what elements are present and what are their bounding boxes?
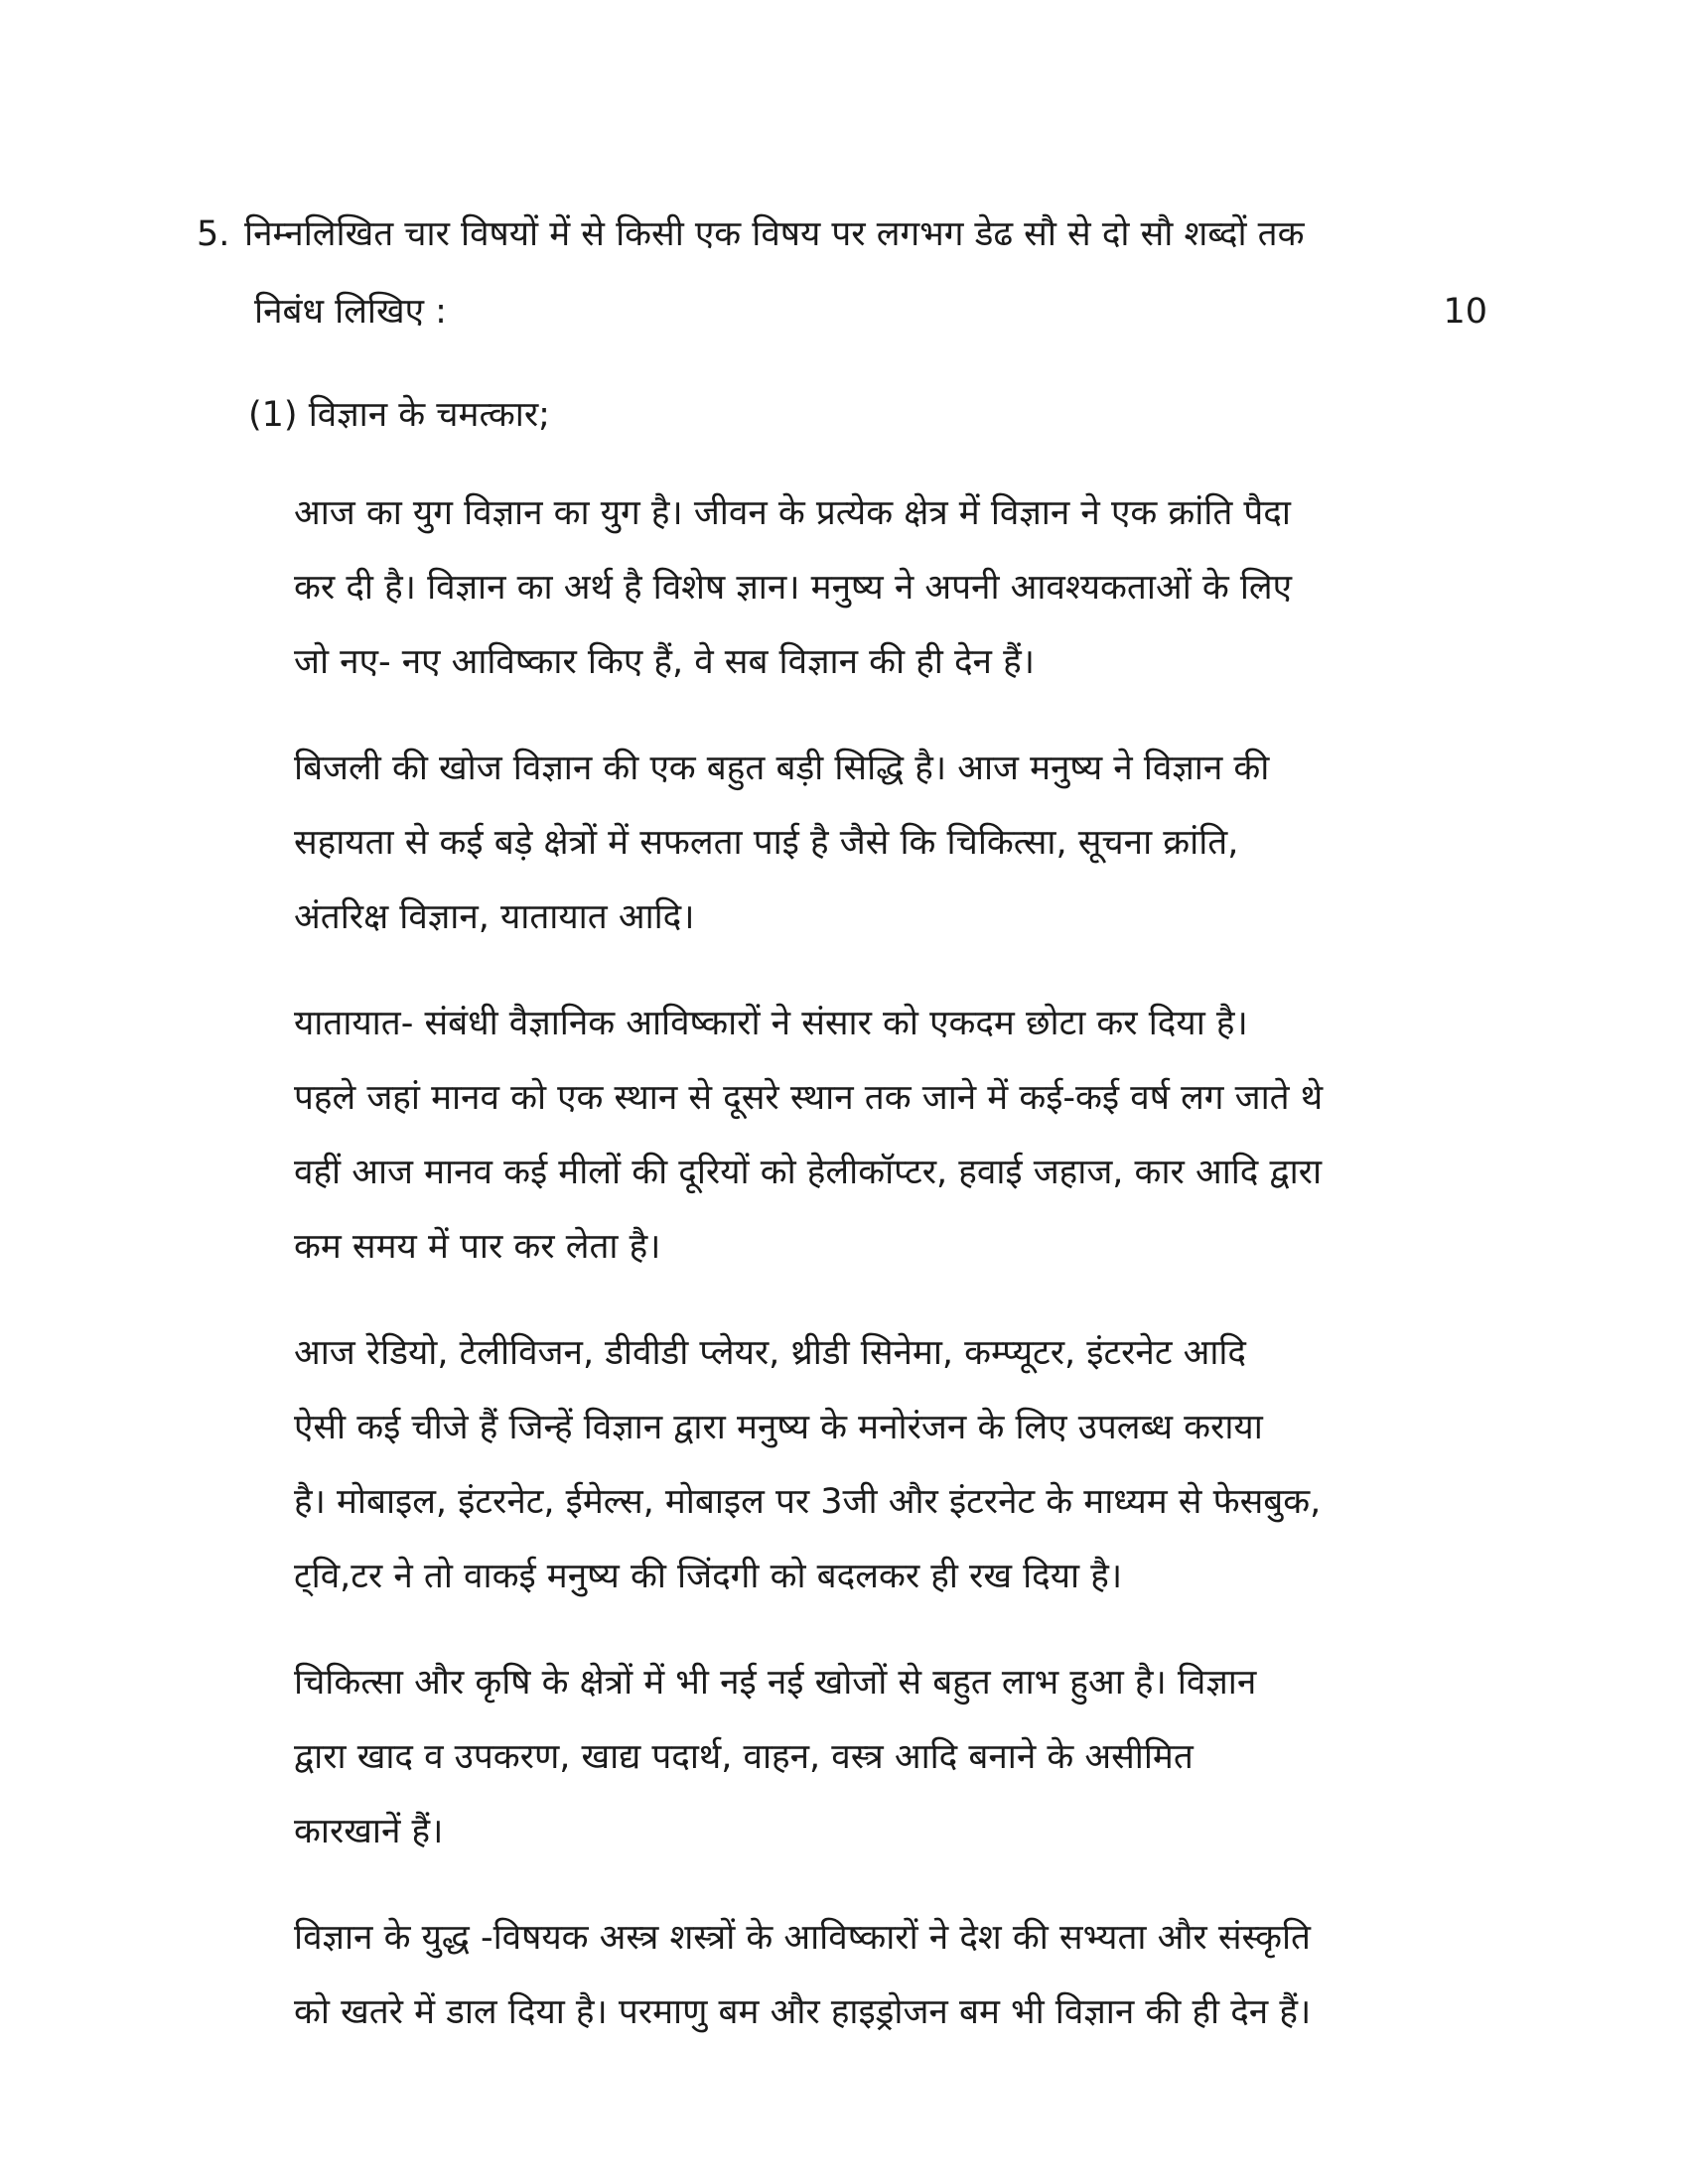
paragraph-line: द्वारा खाद व उपकरण, खाद्य पदार्थ, वाहन, वस्त्र आदि बनाने के असीमित xyxy=(294,1737,1194,1777)
topic-heading: (1) विज्ञान के चमत्कार; xyxy=(248,395,550,435)
paragraph-line: को खतरे में डाल दिया है। परमाणु बम और हाइड्रोजन बम भी विज्ञान की ही देन हैं। xyxy=(294,1992,1312,2032)
paragraph xyxy=(294,1316,1495,1614)
paragraph-line: विज्ञान के युद्ध -विषयक अस्त्र शस्त्रों के आविष्कारों ने देश की सभ्यता और संस्कृति xyxy=(294,1918,1312,1958)
paragraph-line: जो नए- नए आविष्कार किए हैं, वे सब विज्ञान की ही देन हैं। xyxy=(294,642,1035,682)
paragraph-line: अंतरिक्ष विज्ञान, यातायात आदि। xyxy=(294,897,695,937)
paragraph xyxy=(294,477,1495,700)
paragraph-line: वहीं आज मानव कई मीलों की दूरियों को हेलीकॉप्टर, हवाई जहाज, कार आदि द्वारा xyxy=(294,1153,1323,1192)
paragraph-line: यातायात- संबंधी वैज्ञानिक आविष्कारों ने संसार को एकदम छोटा कर दिया है। xyxy=(294,1004,1248,1043)
paragraph-line: कर दी है। विज्ञान का अर्थ है विशेष ज्ञान। मनुष्य ने अपनी आवश्यकताओं के लिए xyxy=(294,568,1292,608)
question-text: निम्नलिखित चार विषयों में से किसी एक विषय पर लगभग डेढ सौ से दो सौ शब्दों तक xyxy=(244,214,1305,254)
paragraph-line: है। मोबाइल, इंटरनेट, ईमेल्स, मोबाइल पर 3जी और इंटरनेट के माध्यम से फेसबुक, xyxy=(294,1482,1322,1522)
question-number: 5. xyxy=(197,214,230,254)
paragraph-line: कम समय में पार कर लेता है। xyxy=(294,1227,661,1267)
paragraph-line: पहले जहां मानव को एक स्थान से दूसरे स्थान तक जाने में कई-कई वर्ष लग जाते थे xyxy=(294,1078,1324,1118)
question-block xyxy=(197,206,1487,340)
paragraph-line: बिजली की खोज विज्ञान की एक बहुत बड़ी सिद्धि है। आज मनुष्य ने विज्ञान की xyxy=(294,749,1270,788)
paragraph-line: आज रेडियो, टेलीविजन, डीवीडी प्लेयर, थ्रीडी सिनेमा, कम्प्यूटर, इंटरनेट आदि xyxy=(294,1333,1247,1373)
paragraph-line: ट्वि,टर ने तो वाकई मनुष्य की जिंदगी को बदलकर ही रख दिया है। xyxy=(294,1557,1123,1596)
paragraph-line: ऐसी कई चीजे हैं जिन्हें विज्ञान द्वारा मनुष्य के मनोरंजन के लिए उपलब्ध कराया xyxy=(294,1408,1263,1447)
paragraph-line: आज का युग विज्ञान का युग है। जीवन के प्रत्येक क्षेत्र में विज्ञान ने एक क्रांति पैदा xyxy=(294,493,1291,533)
paragraph xyxy=(294,732,1495,955)
question-first-line xyxy=(197,206,1487,262)
question-second-line xyxy=(254,284,1487,340)
paragraph xyxy=(294,1646,1495,1869)
paragraph xyxy=(294,1901,1495,2050)
paragraph-line: कारखानें हैं। xyxy=(294,1812,444,1851)
essay-body xyxy=(294,477,1495,2082)
paragraph-line: सहायता से कई बड़े क्षेत्रों में सफलता पाई है जैसे कि चिकित्सा, सूचना क्रांति, xyxy=(294,823,1239,863)
paragraph xyxy=(294,987,1495,1285)
question-continuation: निबंध लिखिए : xyxy=(254,292,447,332)
paragraph-line: चिकित्सा और कृषि के क्षेत्रों में भी नई नई खोजों से बहुत लाभ हुआ है। विज्ञान xyxy=(294,1663,1257,1703)
question-marks: 10 xyxy=(1443,292,1487,332)
